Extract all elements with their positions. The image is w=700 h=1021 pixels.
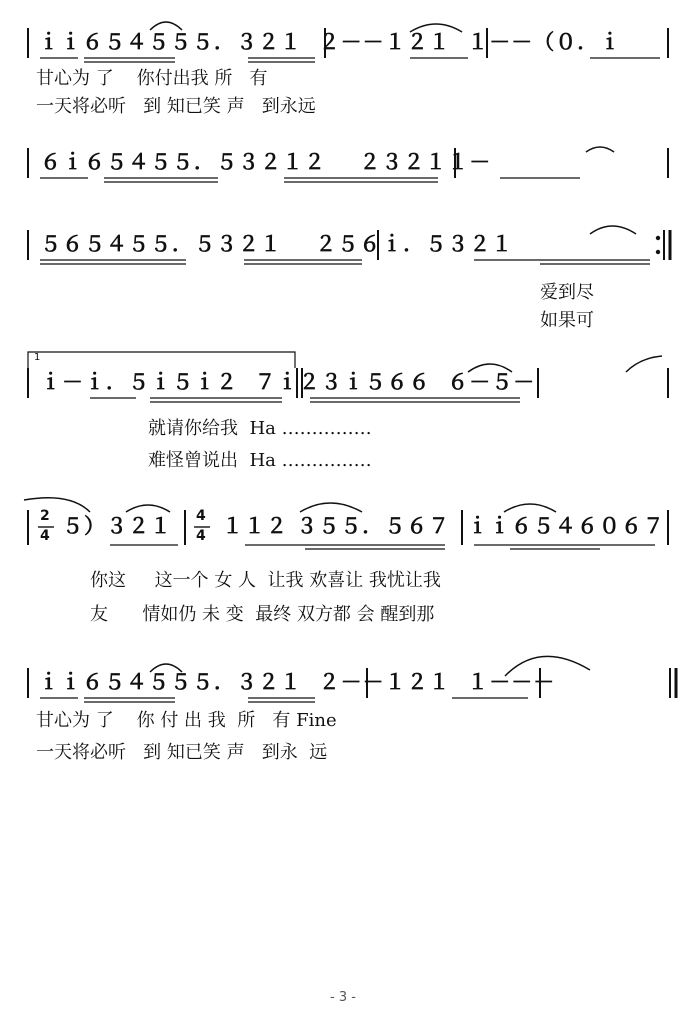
page-number: - 3 - [330, 990, 356, 1005]
lyric-line-1-verse-2: 一天将必听 到 知已笑 声 到永远 [36, 96, 316, 117]
notation-line-2: ６ｉ６５４５５．５３２１２ ２３２１１－ [40, 150, 492, 174]
lyric-line-4-verse-2: 难怪曾说出 Ha …………… [148, 450, 372, 471]
lyric-line-6-verse-2: 一天将必听 到 知已笑 声 到永 远 [36, 742, 328, 763]
notation-line-1: ｉｉ６５４５５５．３２１ ２－－１２１ １－－（０．ｉ [38, 30, 622, 54]
lyric-line-6-verse-1: 甘心为 了 你 付 出 我 所 有 Fine [36, 710, 337, 731]
notation-line-5a: ５）３２１ [62, 514, 172, 538]
notation-line-6: ｉｉ６５４５５５．３２１ ２－－１２１ １－－－ [38, 670, 556, 694]
lyric-line-3-verse-1: 爱到尽 [540, 282, 594, 303]
lyric-line-5-verse-1: 你这 这一个 女 人 让我 欢喜让 我忧让我 [90, 570, 441, 591]
lyric-line-5-verse-2: 友 情如仍 未 变 最终 双方都 会 醒到那 [90, 604, 435, 625]
lyric-line-4-verse-1: 就请你给我 Ha …………… [148, 418, 372, 439]
notation-line-4: ｉ－ｉ．５ｉ５ｉ２ ７ｉ２３ｉ５６６ ６－５－ [40, 370, 536, 394]
lyric-line-1-verse-1: 甘心为 了 你付出我 所 有 [36, 68, 268, 89]
time-signature-2-top: 4 [196, 508, 206, 524]
time-signature-1-bottom: 4 [40, 528, 50, 544]
time-signature-2-bottom: 4 [196, 528, 206, 544]
volta-number: 1 [34, 352, 41, 363]
lyric-line-3-verse-2: 如果可 [540, 310, 594, 331]
notation-line-3: ５６５４５５．５３２１ ２５６ｉ．５３２１ [40, 232, 514, 256]
notation-line-5b: １１２ ３５５．５６７ ｉｉ６５４６０６７ [222, 514, 665, 538]
time-signature-1-top: 2 [40, 508, 50, 524]
